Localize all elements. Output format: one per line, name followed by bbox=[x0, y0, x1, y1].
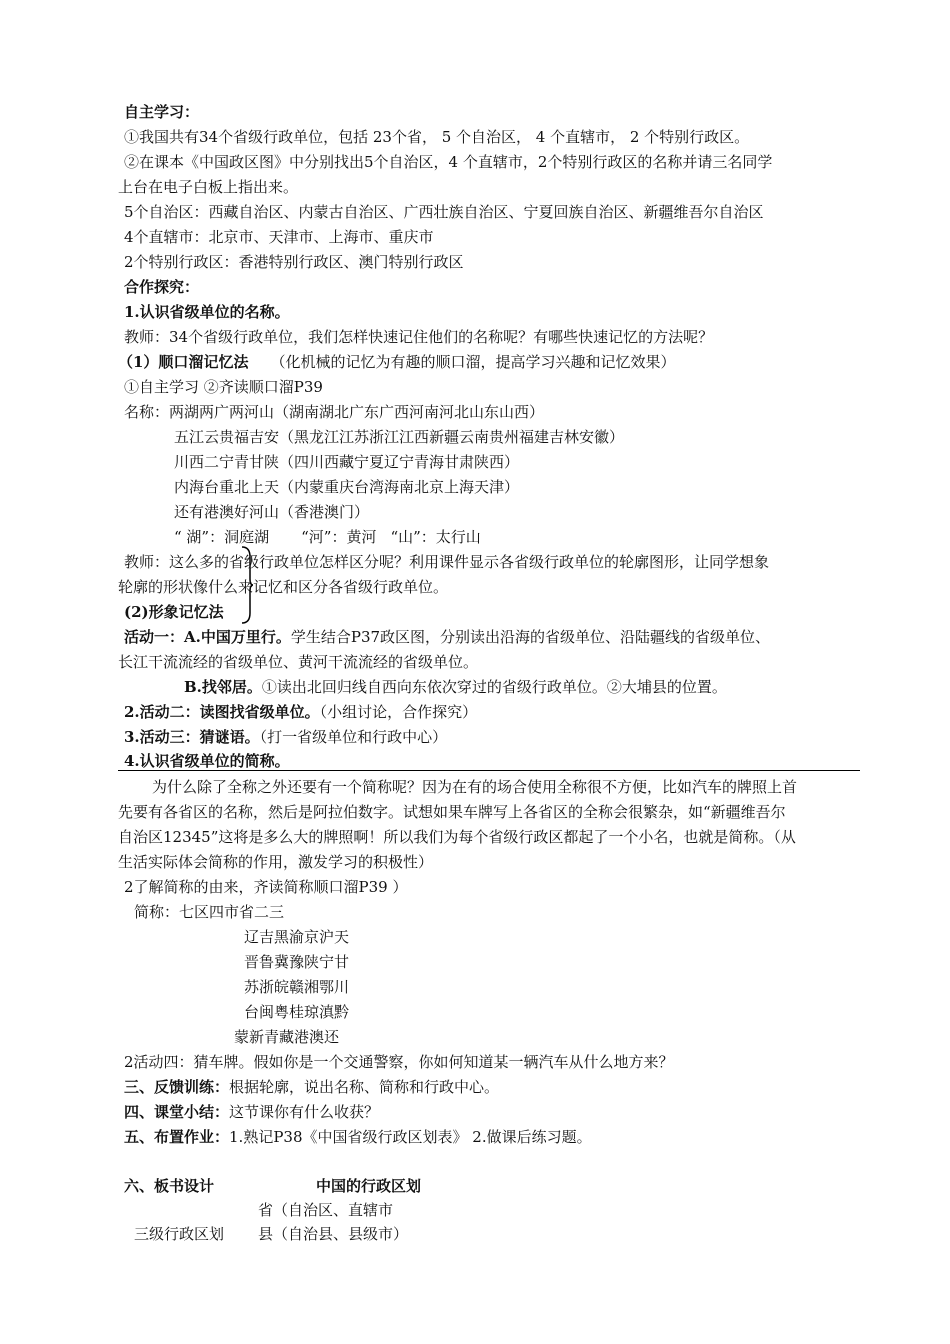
abbr-paragraph-2: 先要有各省区的名称，然后是阿拉伯数字。试想如果车牌写上各省区的全称会很繁杂，如“新疆维吾尔 bbox=[118, 803, 786, 821]
self-study-line-2a: ②在课本《中国政区图》中分别找出5个自治区，4 个直辖市，2个特别行政区的名称并请三名同学 bbox=[124, 153, 773, 171]
board-title: 中国的行政区划 bbox=[316, 1177, 422, 1195]
activity-2-label: 2.活动二：读图找省级单位。 bbox=[124, 703, 320, 721]
section-4-label: 四、课堂小结： bbox=[124, 1103, 230, 1121]
sar-line: 2个特别行政区：香港特别行政区、澳门特别行政区 bbox=[124, 253, 464, 271]
hint-hu: “ 湖”：洞庭湖 bbox=[174, 528, 270, 546]
teacher-question-2a: 教师：这么多的省级行政单位怎样区分呢？利用课件显示各省级行政单位的轮廓图形，让同学想象 bbox=[124, 553, 770, 571]
activity-1-text-2: 长江干流流经的省级单位、黄河干流流经的省级单位。 bbox=[118, 653, 479, 671]
self-study-line-2b: 上台在电子白板上指出来。 bbox=[118, 178, 299, 196]
activity-1-label: 活动一：A.中国万里行。 bbox=[124, 628, 291, 646]
rhyme-name-4: 还有港澳好河山（香港澳门） bbox=[174, 503, 370, 521]
activity-1b-label: B.找邻居。 bbox=[184, 678, 262, 696]
activity-3-label: 3.活动三：猜谜语。 bbox=[124, 728, 260, 746]
rhyme-name-1: 五江云贵福吉安（黑龙江江苏浙江江西新疆云南贵州福建吉林安徽） bbox=[174, 428, 625, 446]
rhyme-hints bbox=[174, 527, 481, 547]
section-5-label: 五、布置作业： bbox=[124, 1128, 230, 1146]
board-line-1: 省（自治区、直辖市 bbox=[258, 1201, 394, 1219]
teacher-question-2b: 轮廓的形状像什么来记忆和区分各省级行政单位。 bbox=[118, 578, 449, 596]
rhyme-name-2: 川西二宁青甘陕（四川西藏宁夏辽宁青海甘肃陕西） bbox=[174, 453, 520, 471]
coop-section-1: 1.认识省级单位的名称。 bbox=[124, 303, 290, 321]
abbr-rhyme-1: 晋鲁冀豫陕宁甘 bbox=[244, 953, 350, 971]
activity-2-line bbox=[124, 702, 477, 722]
section-3-text: 根据轮廓，说出名称、简称和行政中心。 bbox=[229, 1078, 500, 1096]
rhyme-name-0: 名称：两湖两广两河山（湖南湖北广东广西河南河北山东山西） bbox=[124, 403, 545, 421]
self-study-line-1: ①我国共有34个省级行政单位，包括 23个省， 5 个自治区， 4 个直辖市， 2 个特别行政区。 bbox=[124, 128, 750, 146]
method-1-steps: ①自主学习 ②齐读顺口溜P39 bbox=[124, 378, 323, 396]
activity-3-line bbox=[124, 727, 447, 747]
activity-1-line bbox=[124, 627, 770, 647]
activity-1-text: 学生结合P37政区图，分别读出沿海的省级单位、沿陆疆线的省级单位、 bbox=[290, 628, 771, 646]
method-1-title: （1）顺口溜记忆法 bbox=[118, 353, 249, 371]
board-left-label: 三级行政区划 bbox=[134, 1225, 225, 1243]
municipalities-line: 4个直辖市：北京市、天津市、上海市、重庆市 bbox=[124, 228, 434, 246]
hint-shan: “山”：太行山 bbox=[390, 528, 481, 546]
section-4-line bbox=[124, 1102, 379, 1122]
abbr-paragraph-4: 生活实际体会简称的作用，激发学习的积极性） bbox=[118, 853, 434, 871]
activity-3-text: （打一省级单位和行政中心） bbox=[259, 728, 448, 746]
section-3-line bbox=[124, 1077, 499, 1097]
abbr-paragraph-1: 为什么除了全称之外还要有一个简称呢？因为在有的场合使用全称很不方便，比如汽车的牌照上首 bbox=[152, 778, 798, 796]
abbr-rhyme-0: 辽吉黑渝京沪天 bbox=[244, 928, 350, 946]
method-1-note: （化机械的记忆为有趣的顺口溜，提高学习兴趣和记忆效果） bbox=[270, 353, 676, 371]
section-5-line bbox=[124, 1127, 592, 1147]
coop-heading: 合作探究： bbox=[124, 278, 200, 296]
abbr-paragraph-5: 2了解简称的由来，齐读简称顺口溜P39 ） bbox=[124, 878, 408, 896]
abbr-rhyme-3: 台闽粤桂琼滇黔 bbox=[244, 1003, 350, 1021]
method-2-title: (2)形象记忆法 bbox=[124, 603, 224, 621]
activity-1b-line bbox=[184, 677, 727, 697]
section-3-label: 三、反馈训练： bbox=[124, 1078, 230, 1096]
hint-he: “河”：黄河 bbox=[301, 528, 377, 546]
activity-2-text: （小组讨论，合作探究） bbox=[319, 703, 478, 721]
abbr-rhyme-4: 蒙新青藏港澳还 bbox=[234, 1028, 340, 1046]
horizontal-rule bbox=[118, 770, 860, 771]
self-study-heading: 自主学习： bbox=[124, 103, 200, 121]
activity-1b-text: ①读出北回归线自西向东依次穿过的省级行政单位。②大埔县的位置。 bbox=[261, 678, 727, 696]
rhyme-name-3: 内海台重北上天（内蒙重庆台湾海南北京上海天津） bbox=[174, 478, 520, 496]
activity-4: 2活动四：猜车牌。假如你是一个交通警察，你如何知道某一辆汽车从什么地方来？ bbox=[124, 1053, 674, 1071]
coop-section-4: 4.认识省级单位的简称。 bbox=[124, 752, 290, 770]
board-line-2: 县（自治县、县级市） bbox=[258, 1225, 409, 1243]
section-6-label: 六、板书设计 bbox=[124, 1177, 215, 1195]
abbr-rhyme-2: 苏浙皖赣湘鄂川 bbox=[244, 978, 350, 996]
autonomous-regions-line: 5个自治区：西藏自治区、内蒙古自治区、广西壮族自治区、宁夏回族自治区、新疆维吾尔自治区 bbox=[124, 203, 764, 221]
section-5-text: 1.熟记P38《中国省级行政区划表》 2.做课后练习题。 bbox=[229, 1128, 592, 1146]
method-1-line bbox=[118, 352, 675, 372]
abbr-paragraph-3: 自治区12345”这将是多么大的牌照啊！所以我们为每个省级行政区都起了一个小名，也就是简称。（从 bbox=[118, 828, 796, 846]
section-4-text: 这节课你有什么收获？ bbox=[229, 1103, 380, 1121]
teacher-question-1: 教师：34个省级行政单位，我们怎样快速记住他们的名称呢？有哪些快速记忆的方法呢？ bbox=[124, 328, 714, 346]
abbr-rhyme-title: 简称：七区四市省二三 bbox=[134, 903, 285, 921]
